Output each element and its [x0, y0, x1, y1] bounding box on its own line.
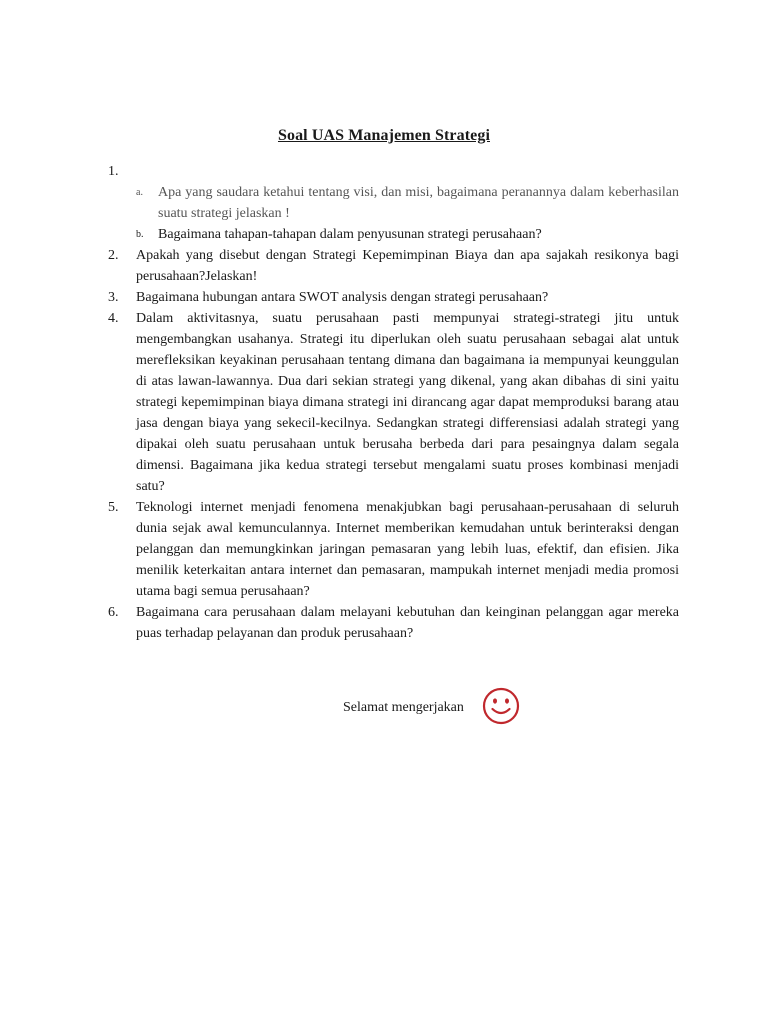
sub-question-b — [136, 224, 679, 245]
sub-question-text: Apa yang saudara ketahui tentang visi, dan misi, bagaimana peranannya dalam keberhasilan suatu strategi jelaskan ! — [158, 185, 679, 221]
sub-question-a — [136, 182, 679, 224]
question-text: Bagaimana cara perusahaan dalam melayani kebutuhan dan keinginan pelanggan agar mereka puas terhadap pelayanan dan produk perusahaan? — [136, 605, 679, 641]
question-number: 2. — [108, 248, 119, 263]
closing-message: Selamat mengerjakan — [343, 700, 464, 715]
question-text: Apakah yang disebut dengan Strategi Kepemimpinan Biaya dan apa sajakah resikonya bagi perusahaan?Jelaskan! — [136, 248, 679, 284]
question-text — [136, 161, 679, 182]
question-text: Bagaimana hubungan antara SWOT analysis dengan strategi perusahaan? — [136, 290, 549, 305]
question-text: Dalam aktivitasnya, suatu perusahaan pasti mempunyai strategi-strategi jitu untuk mengembangkan usahanya. Strategi itu diperlukan oleh suatu perusahaan sebagai alat untuk merefleksikan keyakinan perusahaan tentang dimana dan bagaimana ia mempunyai keunggulan di atas lawan-lawannya. Dua dari sekian strategi yang dikenal, yang akan dibahas di sini yaitu strategi kepemimpinan biaya dimana strategi ini dirancang agar dapat memproduksi barang atau jasa dengan biaya yang sekecil-kecilnya. Sedangkan strategi differensiasi adalah strategi yang dipakai oleh suatu perusahaan untuk berusaha berbeda dari para pesaingnya dalam segala dimensi. Bagaimana jika kedua strategi tersebut mengalami suatu proses kombinasi menjadi satu? — [136, 311, 679, 494]
question-number: 5. — [108, 500, 119, 515]
question-list — [108, 161, 679, 644]
page-title: Soal UAS Manajemen Strategi — [277, 127, 490, 144]
question-item-3 — [108, 287, 679, 308]
question-item-1 — [108, 161, 679, 245]
question-item-4 — [108, 308, 679, 497]
question-number: 6. — [108, 605, 119, 620]
question-number: 4. — [108, 311, 119, 326]
smiley-face-icon — [482, 687, 520, 725]
sub-question-text: Bagaimana tahapan-tahapan dalam penyusunan strategi perusahaan? — [158, 227, 542, 242]
sub-question-mark: a. — [136, 187, 143, 198]
question-item-5 — [108, 497, 679, 602]
question-text: Teknologi internet menjadi fenomena menakjubkan bagi perusahaan-perusahaan di seluruh dunia sejak awal kemunculannya. Internet memberikan kemudahan untuk berinteraksi dengan pelanggan dan memungkinkan jaringan pemasaran yang lebih luas, efektif, dan efisien. Jika menilik keterkaitan antara internet dan pemasaran, mampukah internet menjadi media promosi utama bagi semua perusahaan? — [136, 500, 679, 599]
sub-question-mark: b. — [136, 229, 144, 240]
question-item-2 — [108, 245, 679, 287]
question-item-6 — [108, 602, 679, 644]
question-number: 1. — [108, 164, 119, 179]
question-number: 3. — [108, 290, 119, 305]
